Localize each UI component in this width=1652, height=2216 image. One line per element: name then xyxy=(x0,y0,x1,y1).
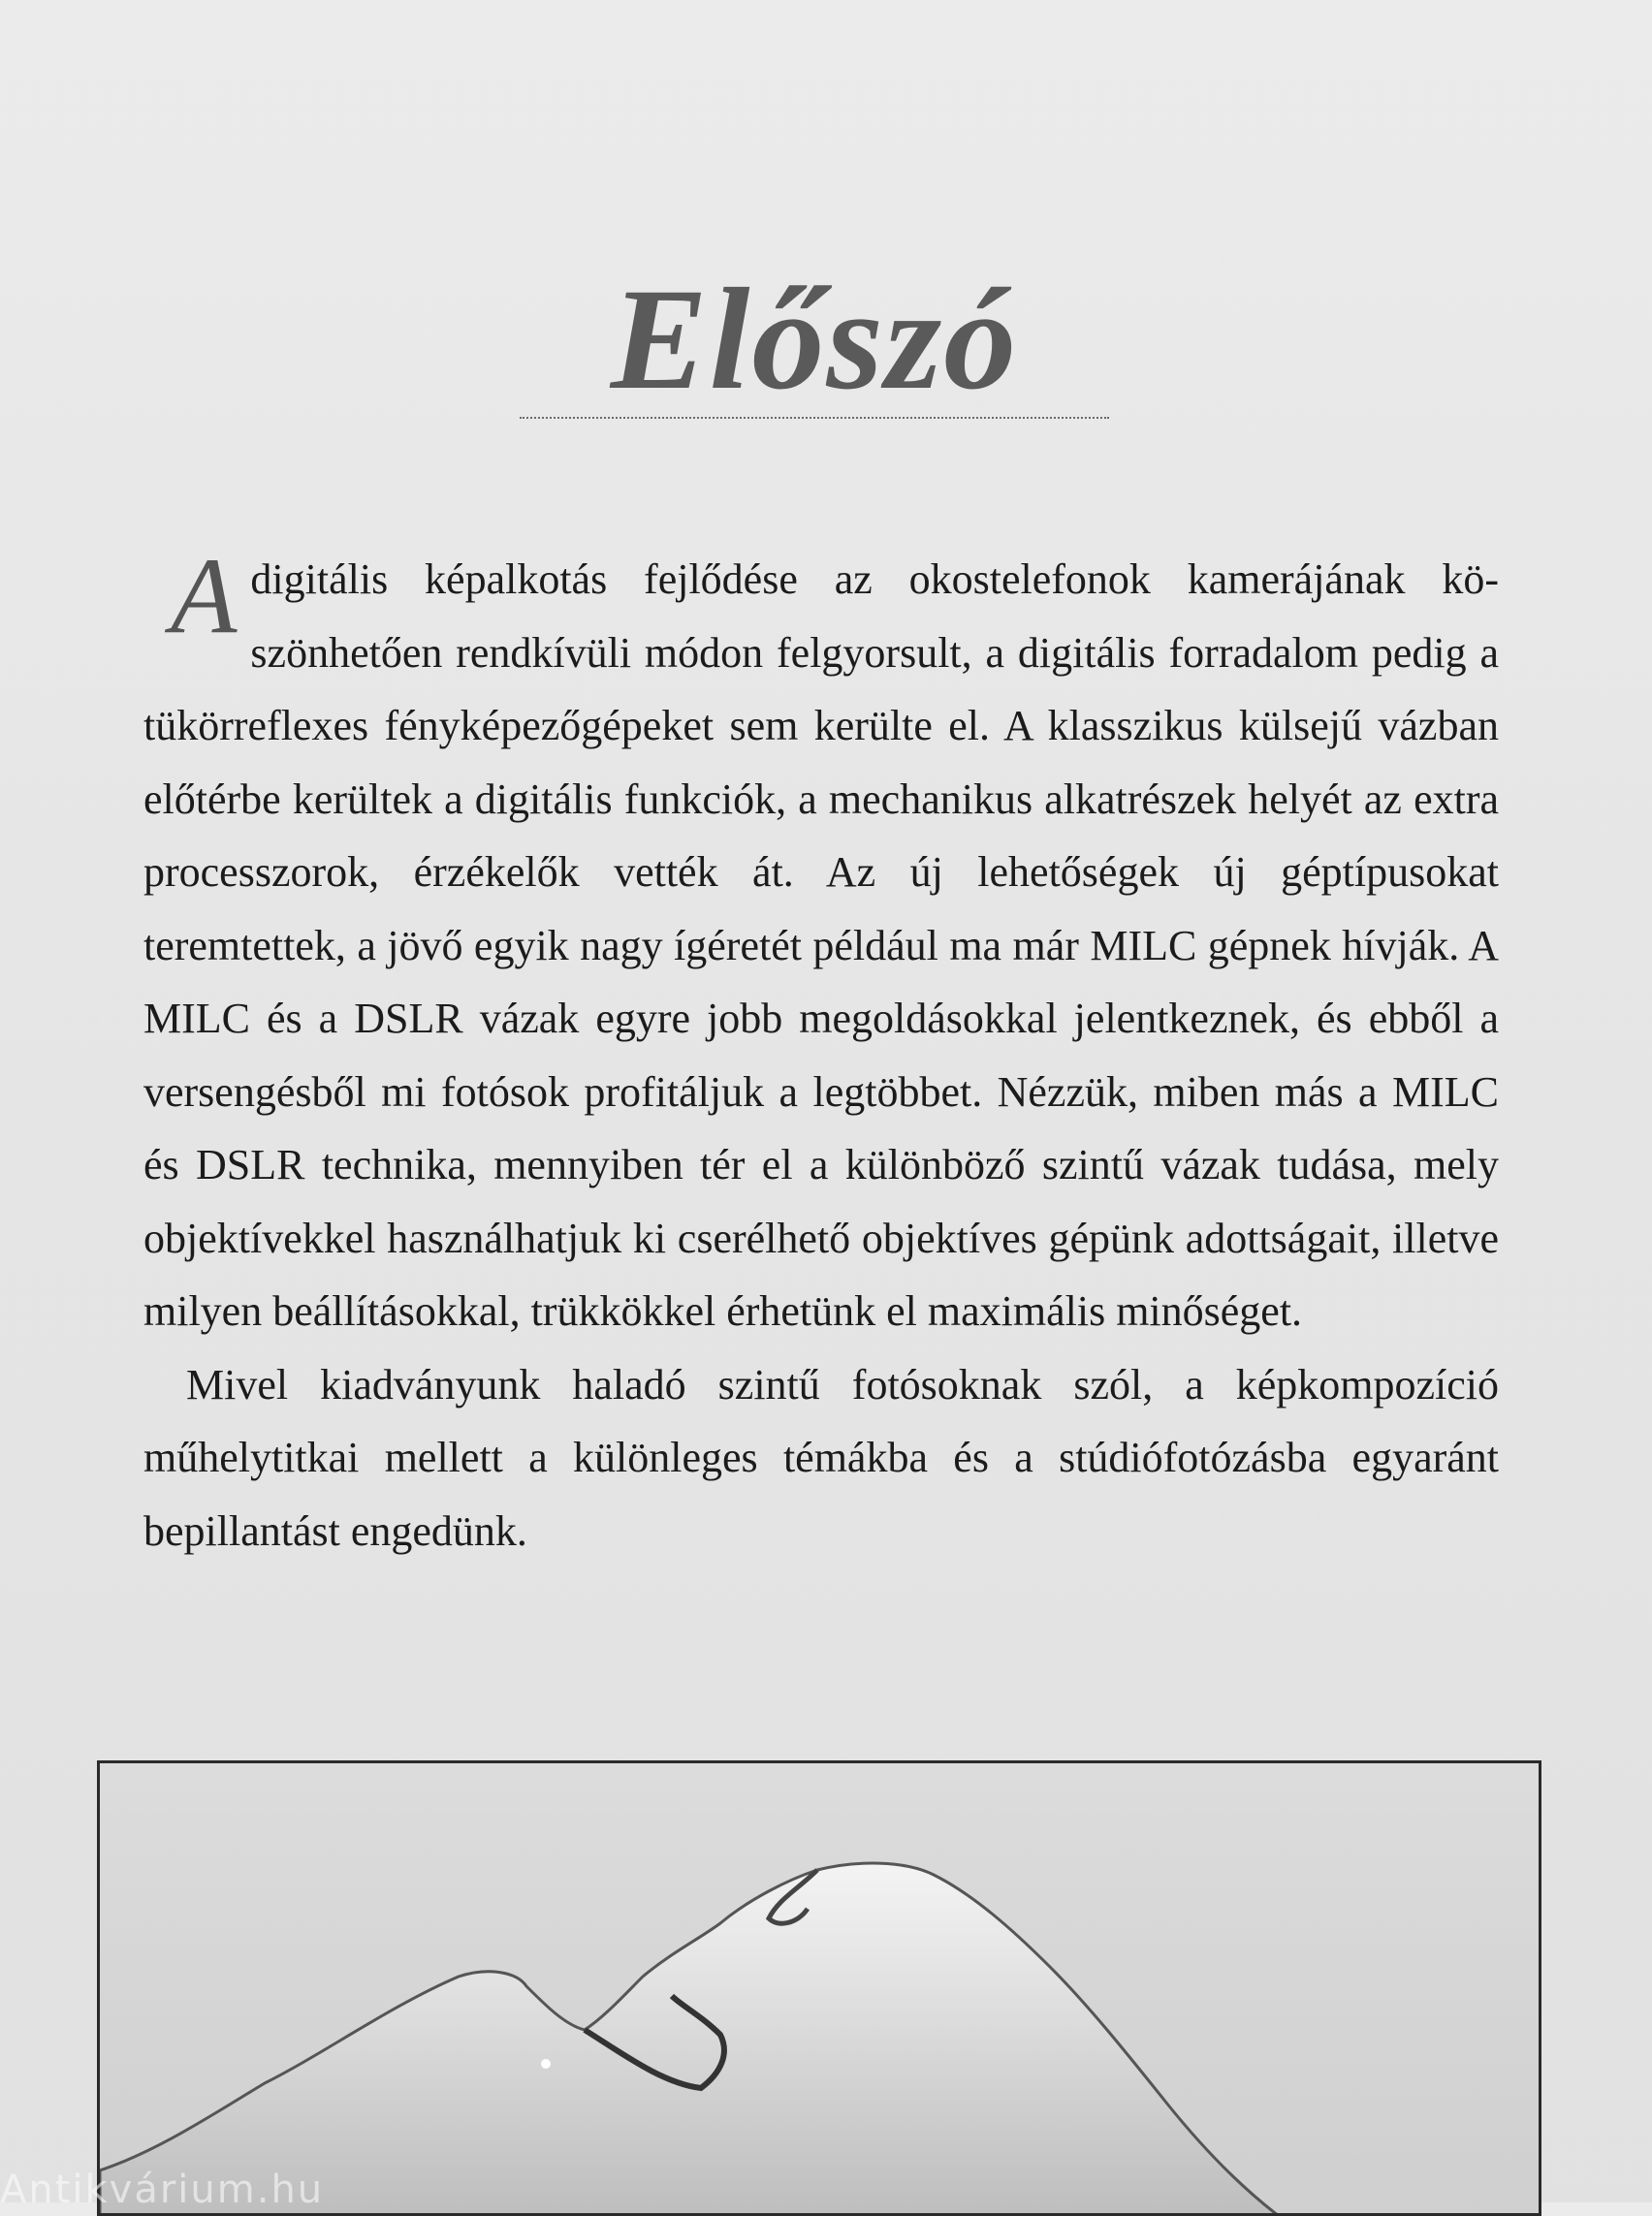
paragraph-1 xyxy=(143,536,1499,1348)
face-profile-illustration xyxy=(100,1763,1541,2216)
paragraph-1-text: digitális képalkotás fejlődése az okostelefonok kamerájának köszönhetően rendkívüli módon felgyorsult, a digitális forradalom pedig a tükörreflexes fényképezőgépeket sem kerülte el. A klasszikus külsejű vázban előtérbe kerültek a digitális funkciók, a mechanikus alkatrészek helyét az extra processzorok, érzékelők vették át. Az új lehetőségek új géptípusokat teremtettek, a jövő egyik nagy ígéretét például ma már MILC gépnek hívják. A MILC és a DSLR vázak egyre jobb megoldásokkal jelentkeznek, és ebből a versengésből mi fotósok profitáljuk a legtöbbet. Nézzük, miben más a MILC és DSLR technika, mennyiben tér el a különböző szintű vázak tudása, mely objektívekkel használhatjuk ki cserélhető objektíves gépünk adottságait, illetve milyen beállításokkal, trükkökkel érhetünk el maximális minőséget. xyxy=(143,555,1499,1335)
portrait-photo xyxy=(97,1760,1541,2216)
watermark-text: Antikvárium.hu xyxy=(0,2168,325,2212)
heading-container xyxy=(520,259,1109,420)
face-silhouette xyxy=(100,1863,1283,2216)
drop-cap: A xyxy=(171,536,238,656)
title-dotted-rule xyxy=(520,417,1109,419)
page-title: Előszó xyxy=(610,259,1019,420)
highlight-dot xyxy=(541,2059,551,2069)
paragraph-2: Mivel kiadványunk haladó szintű fotósoknak szól, a képkompozíció műhelytitkai mellett a különleges témákba és a stúdiófotózásba egyaránt bepillantást engedünk. xyxy=(143,1360,1499,1555)
body-text xyxy=(143,536,1499,1567)
